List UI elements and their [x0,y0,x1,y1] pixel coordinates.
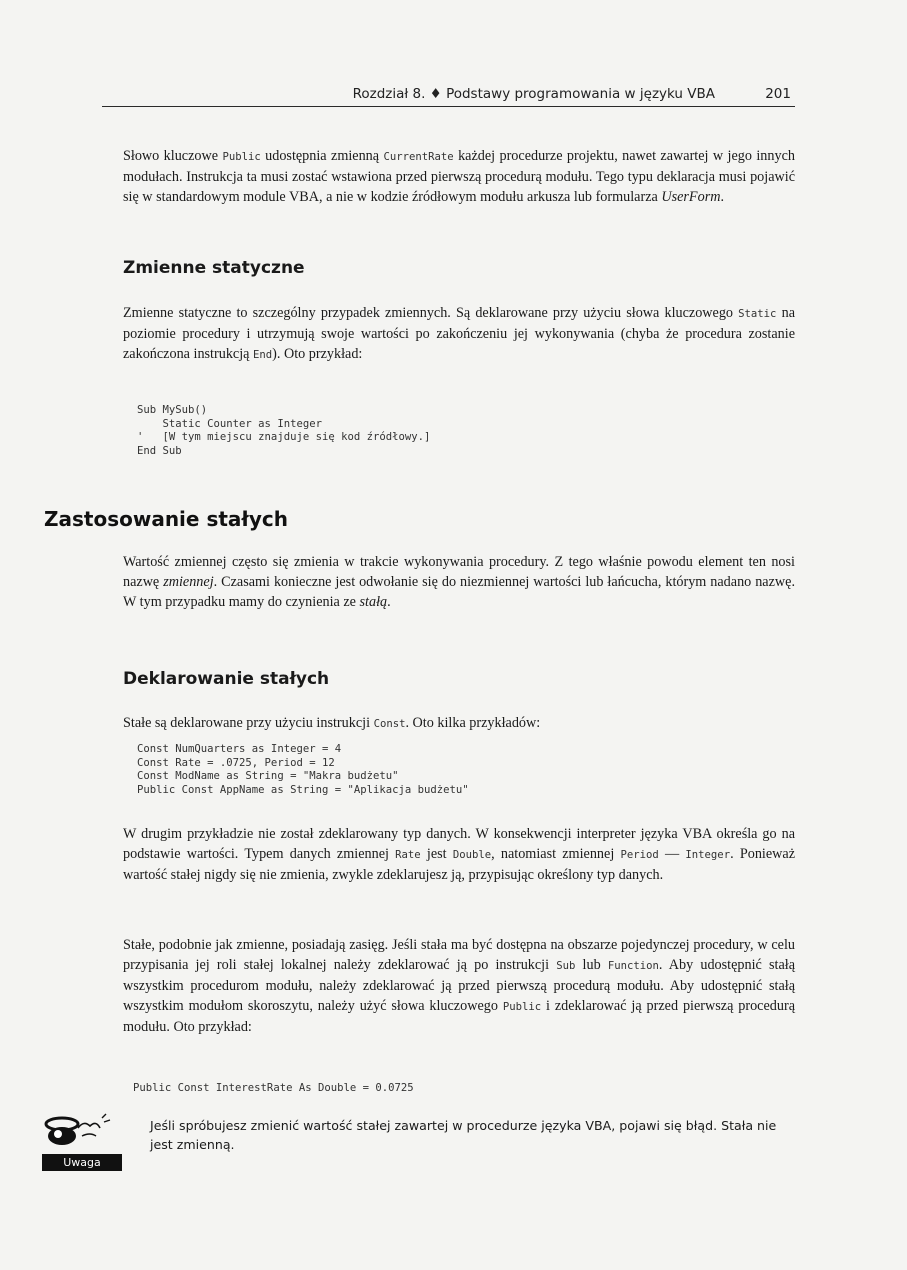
header-rule [102,106,795,107]
code-keyword: Static [738,308,777,320]
running-title: Rozdział 8. ♦ Podstawy programowania w języku VBA [352,86,715,102]
static-paragraph [123,303,795,365]
code-line: Const ModName as String = "Makra budżetu" [137,770,399,783]
text-run: na poziomie procedury i utrzymują swoje wartości po zakończeniu jej wykonywania (chyba że procedura zostanie zakończona instrukcją [123,305,795,362]
text-run: . [720,189,725,205]
code-line: Sub MySub() [137,404,208,416]
datatype-paragraph [123,824,795,885]
text-run: Stałe, podobnie jak zmienne, posiadają zasięg. Jeśli stała ma być dostępna na obszarze pojedynczej procedury, w celu przypisania jej roli stałej lokalnej należy zdeklarować ją po instrukcji [123,937,795,973]
code-keyword: Rate [395,849,421,861]
code-line: Const Rate = .0725, Period = 12 [137,756,335,769]
note-label: Uwaga [42,1154,122,1171]
italic-term: zmiennej [163,574,214,590]
scope-paragraph [123,935,795,1037]
text-run: , natomiast zmiennej [491,846,621,862]
declaring-paragraph [123,713,795,734]
code-line: Const NumQuarters as Integer = 4 [137,743,342,755]
text-run: . Aby udostępnić stałą wszystkim procedurom modułu, należy zdeklarować ją przed pierwszą procedurą modułu. Aby udostępnić stałą wszystkim modułom skoroszytu, należy użyć słowa kluczowego [123,957,795,1014]
code-block-consts [137,743,469,797]
code-keyword: Double [452,849,492,861]
italic-term: UserForm [661,189,721,205]
code-keyword: Sub [556,960,576,972]
text-run: Wartość zmiennej często się zmienia w trakcie wykonywania procedury. Z tego właśnie powodu element ten nosi nazwę [123,554,795,590]
text-run: ). Oto przykład: [272,346,363,362]
section-heading-declaring: Deklarowanie stałych [123,669,330,689]
text-run: . Oto kilka przykładów: [405,715,541,731]
text-run: Słowo kluczowe [123,148,223,164]
code-keyword: Const [373,718,406,730]
section-heading-constants: Zastosowanie stałych [44,507,288,531]
code-keyword: Public [222,151,261,163]
code-keyword: Period [620,849,659,861]
page-header [102,84,795,108]
code-line: ' [W tym miejscu znajduje się kod źródłowy.] [137,431,431,444]
text-run: jest [420,846,453,862]
text-run: . Ponieważ wartość stałej nigdy się nie zmienia, zwykle zdeklarujesz ją, przypisując określony typ danych. [123,846,796,883]
code-line-interest: Public Const InterestRate As Double = 0.0725 [133,1082,414,1094]
italic-term: stałą [359,594,388,610]
text-run: . [387,594,391,610]
constants-paragraph [123,552,795,612]
code-block-static [137,404,430,458]
text-run: udostępnia zmienną [260,148,384,164]
code-line: End Sub [137,444,182,457]
code-keyword: CurrentRate [383,151,454,163]
text-run: Zmienne statyczne to szczególny przypadek zmiennych. Są deklarowane przy użyciu słowa kluczowego [123,305,739,321]
code-keyword: Integer [685,849,731,861]
text-run: — [658,846,686,862]
code-keyword: End [253,349,273,361]
section-heading-static: Zmienne statyczne [123,258,305,278]
code-keyword: Public [502,1001,542,1013]
code-line: Static Counter as Integer [137,417,322,430]
text-run: lub [575,957,608,973]
page-number: 201 [765,86,791,102]
intro-paragraph [123,146,795,207]
text-run: i zdeklarować ją przed pierwszą procedurą modułu. Oto przykład: [123,998,795,1035]
code-keyword: Function [607,960,659,972]
text-run: . Czasami konieczne jest odwołanie się do niezmiennej wartości lub łańcucha, którym nadano nazwę. W tym przypadku mamy do czynienia ze [123,574,795,610]
note-text: Jeśli spróbujesz zmienić wartość stałej zawartej w procedurze języka VBA, pojawi się błąd. Stała nie jest zmienną. [150,1118,777,1152]
text-run: Stałe są deklarowane przy użyciu instrukcji [123,715,374,731]
text-run: W drugim przykładzie nie został zdeklarowany typ danych. W konsekwencji interpreter języka VBA określa go na podstawie wartości. Typem danych zmiennej [123,826,795,862]
text-run: każdej procedurze projektu, nawet zawartej w jego innych modułach. Instrukcja ta musi zostać wstawiona przed pierwszą procedurą modułu. Tego typu deklaracja musi pojawić się w standardowym module VBA, a nie w kodzie źródłowym modułu arkusza lub formularza [123,148,795,205]
code-line: Public Const AppName as String = "Aplikacja budżetu" [137,783,469,796]
